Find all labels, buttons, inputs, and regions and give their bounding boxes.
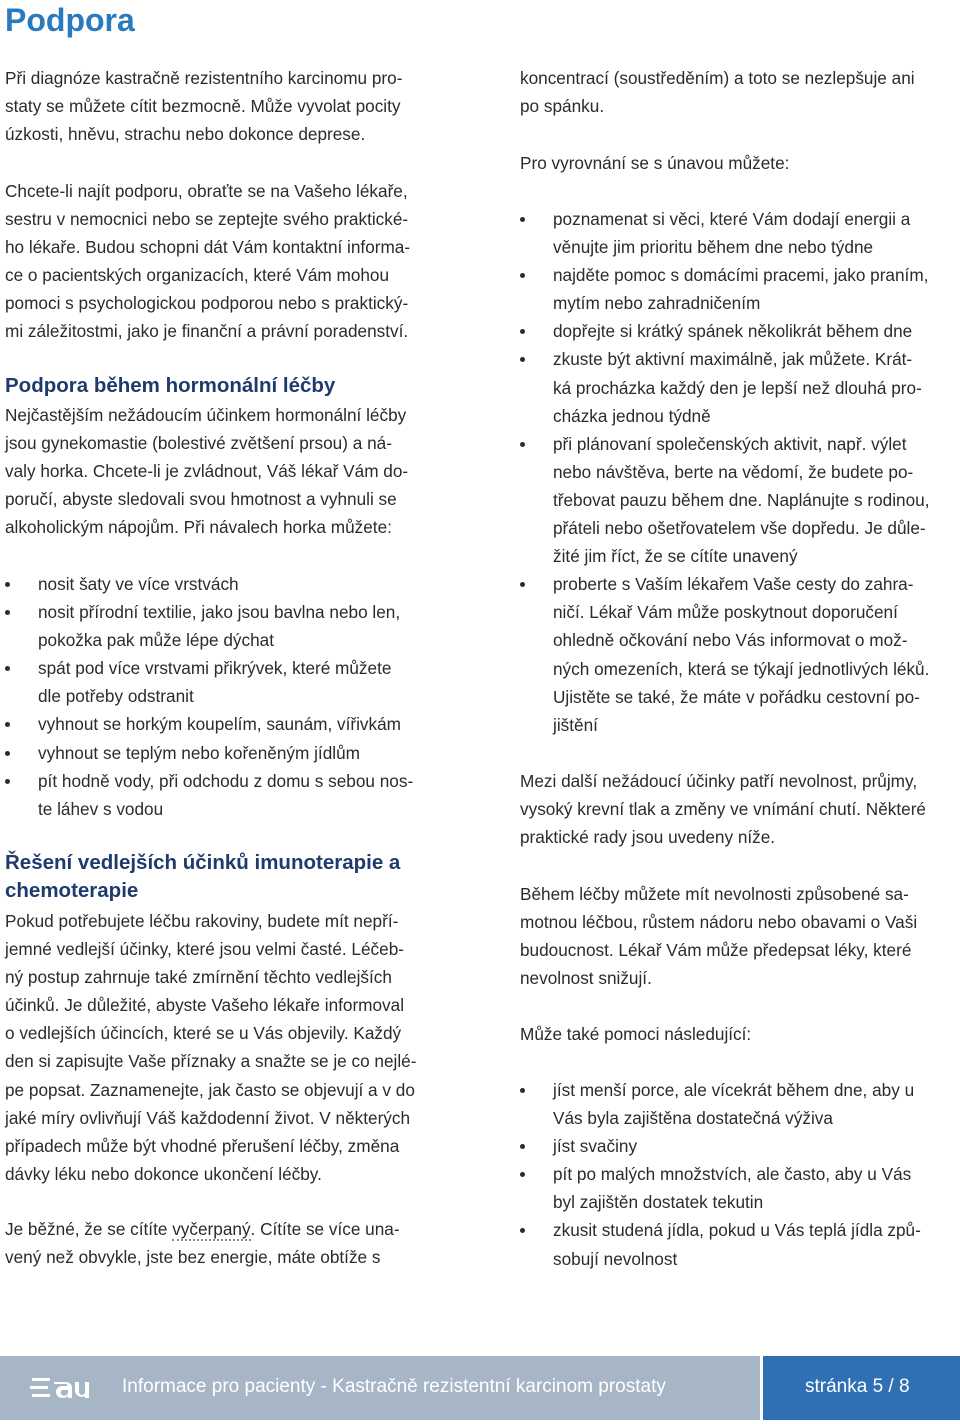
- list-item: [5, 598, 445, 654]
- text-line: te láhev s vodou: [38, 798, 164, 819]
- text-line: den si zapisujte Vaše příznaky a snažte se je co nejlé-: [5, 1051, 417, 1072]
- text-line: jemné vedlejší účinky, které jsou velmi časté. Léčeb-: [5, 939, 404, 960]
- text-line: ných omezeních, která se týkají jednotlivých léků.: [553, 658, 930, 679]
- text-line: mytím nebo zahradničením: [553, 293, 761, 314]
- text-line: o vedlejších účincích, které se u Vás objevily. Každý: [5, 1023, 402, 1044]
- heading-line: chemoterapie: [5, 879, 139, 903]
- text-line: nevolnost snižují.: [520, 968, 652, 989]
- text-line: ce o pacientských organizacích, které Vám mohou: [5, 265, 390, 286]
- footer-title-bar: [0, 1356, 760, 1420]
- text-line: pe popsat. Zaznamenejte, jak často se objevují a v do: [5, 1079, 415, 1100]
- hot-flush-list: [5, 570, 445, 823]
- text-line: praktické rady jsou uvedeny níže.: [520, 827, 776, 848]
- hormonal-heading: [5, 372, 445, 400]
- list-item: [5, 739, 445, 767]
- list-item: [5, 767, 445, 823]
- text-line: ho lékaře. Budou schopni dát Vám kontaktní informa-: [5, 237, 411, 258]
- text-line: Během léčby můžete mít nevolnosti způsobené sa-: [520, 884, 909, 904]
- text-line: mi záležitostmi, jako je finanční a právní poradenství.: [5, 321, 409, 342]
- fatigue-continued-paragraph: [520, 64, 960, 120]
- text-line: Pro vyrovnání se s únavou můžete:: [520, 153, 790, 173]
- text-line: Vás byla zajištěna dostatečná výživa: [553, 1108, 833, 1129]
- text-line: vyhnout se teplým nebo kořeněným jídlům: [38, 742, 360, 763]
- text-line: dopřejte si krátký spánek několikrát během dne: [553, 321, 913, 342]
- list-item: [520, 345, 960, 429]
- text-line: poznamenat si věci, které Vám dodají energii a: [553, 209, 911, 229]
- text-line: ká procházka každý den je lepší než dlouhá pro-: [553, 377, 922, 398]
- text-line: spát pod více vrstvami přikrývek, které můžete: [38, 658, 392, 679]
- text-line: úzkosti, hněvu, strachu nebo dokonce deprese.: [5, 124, 366, 145]
- text-line: motnou léčbou, růstem nádoru nebo obavami o Vaši: [520, 912, 918, 933]
- chemo-heading: [5, 849, 445, 905]
- text-line: Chcete-li najít podporu, obraťte se na Vašeho lékaře,: [5, 181, 408, 201]
- list-item: [520, 261, 960, 317]
- list-item: [520, 1216, 960, 1272]
- list-item: [520, 205, 960, 261]
- list-item: [520, 1076, 960, 1132]
- text-line: žité jim říct, že se cítíte unavený: [553, 546, 798, 567]
- text-line: pít po malých množstvích, ale často, aby u Vás: [553, 1164, 912, 1185]
- text-line: zkuste být aktivní maximálně, jak můžete. Krát-: [553, 349, 913, 370]
- list-item: [520, 317, 960, 345]
- list-item: [520, 570, 960, 739]
- text-line: nosit přírodní textilie, jako jsou bavlna nebo len,: [38, 602, 401, 623]
- list-item: [5, 570, 445, 598]
- eau-logo: [28, 1370, 90, 1406]
- text-line: pít hodně vody, při odchodu z domu s sebou nos-: [38, 770, 414, 791]
- text-line: najděte pomoc s domácími pracemi, jako praním,: [553, 265, 929, 286]
- chemo-paragraph: [5, 907, 445, 1188]
- text-line: koncentrací (soustředěním) a toto se nezlepšuje ani: [520, 68, 915, 88]
- text-line: staty se můžete cítit bezmocně. Může vyvolat pocity: [5, 96, 401, 117]
- list-item: [520, 430, 960, 570]
- help-intro: [520, 1020, 960, 1048]
- text-line: cházka jednou týdně: [553, 405, 711, 426]
- text-line: jíst menší porce, ale vícekrát během dne, aby u: [553, 1080, 915, 1100]
- text-line: přáteli nebo ošetřovatelem vše dopředu. Je důle-: [553, 518, 926, 539]
- heading-line: Řešení vedlejších účinků imunoterapie a: [5, 851, 401, 874]
- text-line: [5, 1215, 445, 1243]
- fatigue-list: [520, 205, 960, 739]
- text-line: věnujte jim prioritu během dne nebo týdne: [553, 237, 874, 258]
- text-run: . Cítíte se více una-: [250, 1219, 400, 1239]
- text-line: budoucnost. Lékař Vám může předepsat léky, které: [520, 940, 912, 961]
- fatigue-intro: [520, 149, 960, 177]
- text-line: Pokud potřebujete léčbu rakoviny, budete mít nepří-: [5, 911, 399, 931]
- logo-text: eau: [28, 1370, 30, 1371]
- page-title: Podpora: [5, 2, 135, 38]
- hormonal-paragraph: [5, 401, 445, 541]
- nausea-list: [520, 1076, 960, 1273]
- text-line: alkoholickým nápojům. Při návalech horka můžete:: [5, 517, 392, 538]
- text-run: Je běžné, že se cítíte: [5, 1219, 173, 1239]
- text-line: pokožka pak může lépe dýchat: [38, 630, 274, 651]
- footer-title: Informace pro pacienty - Kastračně rezistentní karcinom prostaty: [122, 1376, 666, 1397]
- text-line: Nejčastějším nežádoucím účinkem hormonální léčby: [5, 405, 407, 425]
- text-line: jsou gynekomastie (bolestivé zvětšení prsou) a ná-: [5, 433, 392, 454]
- text-line: Ujistěte se také, že máte v pořádku cestovní po-: [553, 686, 920, 707]
- text-line: jaké míry ovlivňují Váš každodenní život. V některých: [5, 1107, 411, 1128]
- text-line: sestru v nemocnici nebo se zeptejte svého praktické-: [5, 209, 409, 230]
- text-line: dle potřeby odstranit: [38, 686, 194, 707]
- list-item: [5, 654, 445, 710]
- text-line: pomoci s psychologickou podporou nebo s praktický-: [5, 293, 409, 314]
- list-item: [5, 710, 445, 738]
- page-number: stránka 5 / 8: [805, 1376, 910, 1397]
- text-line: poručí, abyste sledovali svou hmotnost a vyhnuli se: [5, 489, 397, 510]
- list-item: [520, 1160, 960, 1216]
- text-line: Mezi další nežádoucí účinky patří nevolnost, průjmy,: [520, 771, 918, 791]
- nausea-paragraph: [520, 880, 960, 992]
- text-line: nosit šaty ve více vrstvách: [38, 574, 239, 594]
- text-line: vený než obvykle, jste bez energie, máte obtíže s: [5, 1247, 381, 1268]
- text-line: jíst svačiny: [553, 1136, 638, 1157]
- support-paragraph: [5, 177, 445, 346]
- text-line: Při diagnóze kastračně rezistentního karcinomu pro-: [5, 68, 403, 88]
- footer-page-box: [763, 1356, 960, 1420]
- intro-paragraph: [5, 64, 445, 148]
- other-effects-paragraph: [520, 767, 960, 851]
- text-line: ničí. Lékař Vám může poskytnout doporučení: [553, 602, 898, 623]
- text-line: třebovat pauzu během dne. Naplánujte s rodinou,: [553, 489, 930, 510]
- text-line: při plánovaní společenských aktivit, např. výlet: [553, 433, 907, 454]
- text-line: sobují nevolnost: [553, 1248, 678, 1269]
- text-line: vysoký krevní tlak a změny ve vnímání chutí. Některé: [520, 799, 926, 820]
- text-line: proberte s Vaším lékařem Vaše cesty do zahra-: [553, 574, 914, 595]
- text-line: nebo návštěva, berte na vědomí, že budete po-: [553, 461, 914, 482]
- text-line: vyhnout se horkým koupelím, saunám, vířivkám: [38, 714, 401, 735]
- text-line: Může také pomoci následující:: [520, 1024, 752, 1044]
- glossary-term-link[interactable]: vyčerpaný: [172, 1219, 251, 1239]
- text-line: jištění: [553, 714, 598, 735]
- list-item: [520, 1132, 960, 1160]
- heading-line: Podpora během hormonální léčby: [5, 374, 336, 397]
- text-line: zkusit studená jídla, pokud u Vás teplá jídla způ-: [553, 1220, 921, 1241]
- text-line: ný postup zahrnuje také zmírnění těchto vedlejších: [5, 967, 392, 988]
- text-line: valy horka. Chcete-li je zvládnout, Váš lékař Vám do-: [5, 461, 409, 482]
- page-footer: [0, 1356, 960, 1420]
- text-line: dávky léku nebo dokonce ukončení léčby.: [5, 1163, 322, 1184]
- text-line: ohledně očkování nebo Vás informovat o mož-: [553, 630, 908, 651]
- text-line: byl zajištěn dostatek tekutin: [553, 1192, 764, 1213]
- text-line: případech může být vhodné přerušení léčby, změna: [5, 1135, 400, 1156]
- text-line: po spánku.: [520, 96, 605, 117]
- fatigue-paragraph: [5, 1215, 445, 1271]
- text-line: účinků. Je důležité, abyste Vašeho lékaře informoval: [5, 995, 405, 1016]
